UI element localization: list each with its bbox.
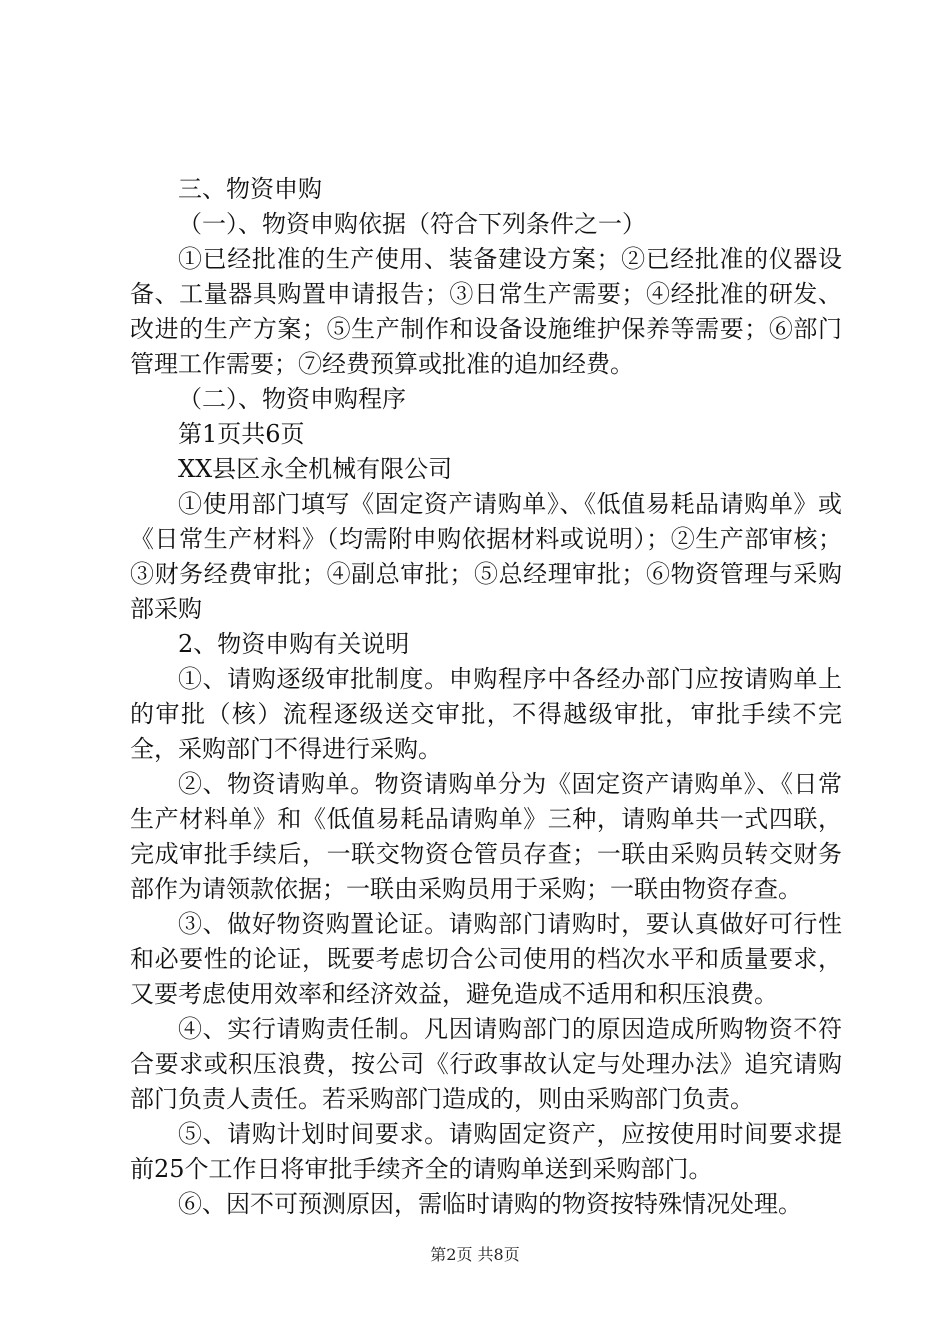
paragraph: ⑤、请购计划时间要求。请购固定资产，应按使用时间要求提前25个工作日将审批手续齐全的请购单送到采购部门。 [130,1120,842,1183]
subsection-heading: 2、物资申购有关说明 [178,630,410,658]
paragraph: ⑥、因不可预测原因，需临时请购的物资按特殊情况处理。 [178,1190,802,1218]
subsection-heading: （一）、物资申购依据（符合下列条件之一） [178,210,646,238]
subsection-heading: （二）、物资申购程序 [178,385,406,413]
document-body [130,172,842,1222]
company-name: XX县区永全机械有限公司 [178,455,453,483]
section-heading: 三、物资申购 [178,175,322,203]
paragraph: ④、实行请购责任制。凡因请购部门的原因造成所购物资不符合要求或积压浪费，按公司《行政事故认定与处理办法》追究请购部门负责人责任。若采购部门造成的，则由采购部门负责。 [130,1015,842,1113]
paragraph: ①、请购逐级审批制度。申购程序中各经办部门应按请购单上的审批（核）流程逐级送交审批，不得越级审批，审批手续不完全，采购部门不得进行采购。 [130,665,842,763]
paragraph: ①已经批准的生产使用、装备建设方案；②已经批准的仪器设备、工量器具购置申请报告；③日常生产需要；④经批准的研发、改进的生产方案；⑤生产制作和设备设施维护保养等需要；⑥部门管理工作需要；⑦经费预算或批准的追加经费。 [130,245,842,378]
paragraph: ②、物资请购单。物资请购单分为《固定资产请购单》、《日常生产材料单》和《低值易耗品请购单》三种，请购单共一式四联，完成审批手续后，一联交物资仓管员存查；一联由采购员转交财务部作为请领款依据；一联由采购员用于采购；一联由物资存查。 [130,770,842,903]
paragraph: ①使用部门填写《固定资产请购单》、《低值易耗品请购单》或《日常生产材料》（均需附申购依据材料或说明）；②生产部审核；③财务经费审批；④副总审批；⑤总经理审批；⑥物资管理与采购部采购 [130,490,842,623]
page-footer: 第2页 共8页 [430,1245,520,1264]
inline-page-number: 第1页共6页 [178,420,305,448]
paragraph: ③、做好物资购置论证。请购部门请购时，要认真做好可行性和必要性的论证，既要考虑切合公司使用的档次水平和质量要求，又要考虑使用效率和经济效益，避免造成不适用和积压浪费。 [130,910,842,1008]
